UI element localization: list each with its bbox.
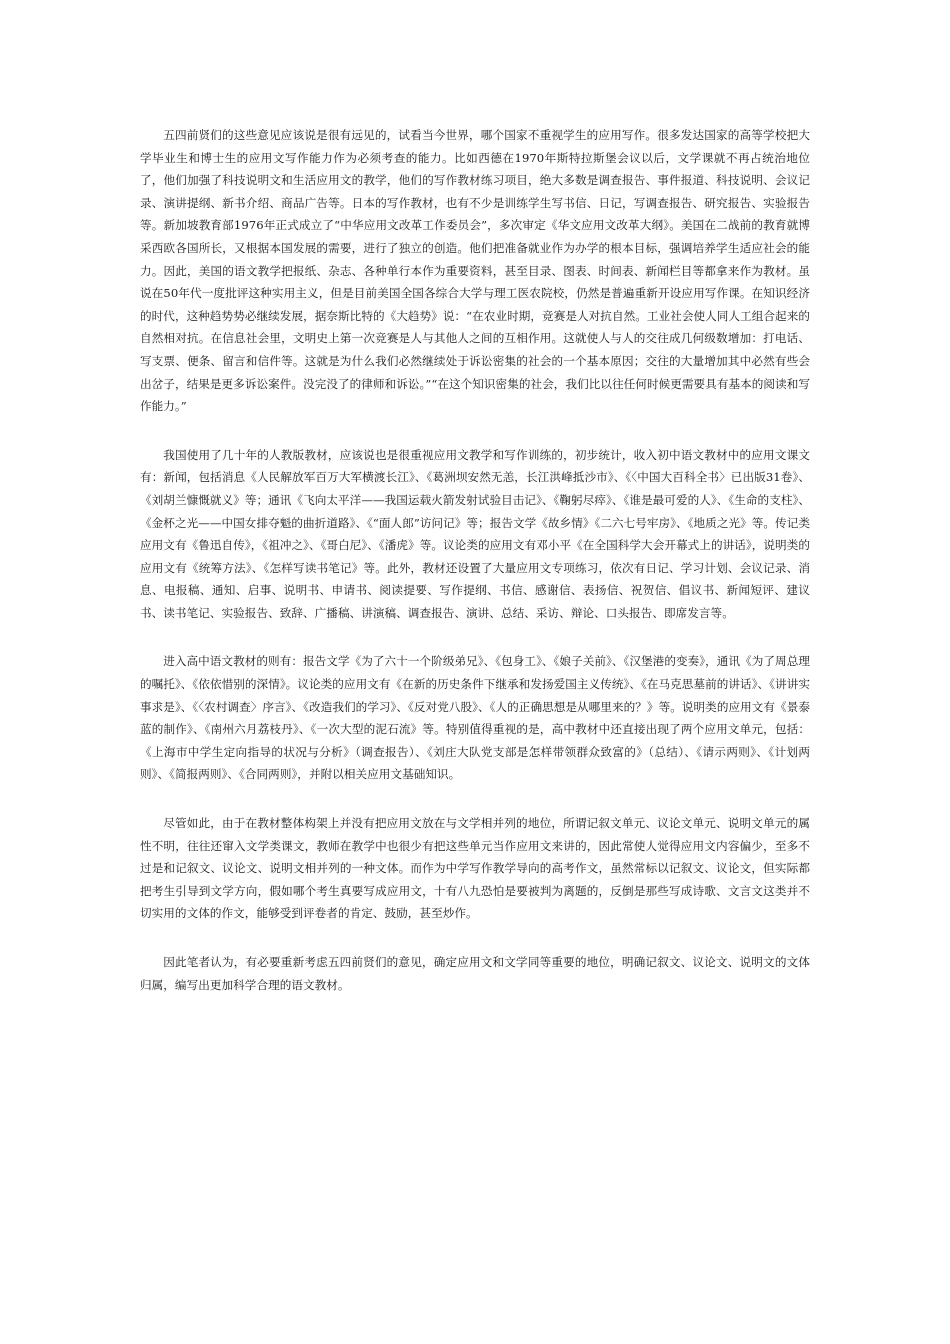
paragraph-3: 进入高中语文教材的则有：报告文学《为了六十一个阶级弟兄》、《包身工》、《娘子关前》、《汉堡港的变奏》，通讯《为了周总理的嘱托》、《依依惜别的深情》。议论类的应用文有《在新的历史条件下继承和发扬爱国主义传统》、《在马克思墓前的讲话》、《讲讲实事求是》、《〈农村调查〉序言》、《改造我们的学习》、《反对党八股》、《人的正确思想是从哪里来的？》等。说明类的应用文有《景泰蓝的制作》、《南州六月荔枝丹》、《一次大型的泥石流》等。特别值得重视的是，高中教材中还直接出现了两个应用文单元，包括：《上海市中学生定向指导的状况与分析》（调查报告）、《刘庄大队党支部是怎样带领群众致富的》（总结）、《请示两则》、《计划两则》、《简报两则》、《合同两则》，并附以相关应用文基础知识。 bbox=[140, 654, 810, 782]
paragraph-2: 我国使用了几十年的人教版教材，应该说也是很重视应用文教学和写作训练的，初步统计，收入初中语文教材中的应用文课文有：新闻，包括消息《人民解放军百万大军横渡长江》、《葛洲坝安然无恙，长江洪峰抵沙市》、《〈中国大百科全书〉已出版31卷》、《刘胡兰慷慨就义》等；通讯《飞向太平洋——我国运载火箭发射试验目击记》、《鞠躬尽瘁》、《谁是最可爱的人》、《生命的支柱》、《金杯之光——中国女排夺魁的曲折道路》、《“面人郎”访问记》等；报告文学《故乡情》《二六七号牢房》、《地质之光》等。传记类应用文有《鲁迅自传》，《祖冲之》、《哥白尼》、《潘虎》等。议论类的应用文有邓小平《在全国科学大会开幕式上的讲话》，说明类的应用文有《统筹方法》、《怎样写读书笔记》等。此外，教材还设置了大量应用文专项练习，依次有日记、学习计划、会议记录、消息、电报稿、通知、启事、说明书、申请书、阅读提要、写作提纲、书信、感谢信、表扬信、祝贺信、倡议书、新闻短评、建议书、读书笔记、实验报告、致辞、广播稿、讲演稿、调查报告、演讲、总结、采访、辩论、口头报告、即席发言等。 bbox=[140, 447, 810, 620]
paragraph-1: 五四前贤们的这些意见应该说是很有远见的，试看当今世界，哪个国家不重视学生的应用写作。很多发达国家的高等学校把大学毕业生和博士生的应用文写作能力作为必须考查的能力。比如西德在1970年斯特拉斯堡会议以后，文学课就不再占统治地位了，他们加强了科技说明文和生活应用文的教学，他们的写作教材练习项目，绝大多数是调查报告、事件报道、科技说明、会议记录、演讲提纲、新书介绍、商品广告等。日本的写作教材，也有不少是训练学生写书信、日记，写调查报告、研究报告、实验报告等。新加坡教育部1976年正式成立了“中华应用文改革工作委员会”，多次审定《华文应用文改革大纲》。美国在二战前的教育就博采西欧各国所长，又根据本国发展的需要，进行了独立的创造。他们把准备就业作为办学的根本目标，强调培养学生适应社会的能力。因此，美国的语文教学把报纸、杂志、各种单行本作为重要资料，甚至目录、图表、时间表、新闻栏目等都拿来作为教材。虽说在50年代一度批评这种实用主义，但是目前美国全国各综合大学与理工医农院校，仍然是普遍重新开设应用写作课。在知识经济的时代，这种趋势势必继续发展，据奈斯比特的《大趋势》说：“在农业时期，竞赛是人对抗自然。工业社会使人同人工组合起来的自然相对抗。在信息社会里，文明史上第一次竞赛是人与其他人之间的互相作用。这就使人与人的交往成几何级数增加：打电话、写支票、便条、留言和信件等。这就是为什么我们必然继续处于诉讼密集的社会的一个基本原因；交往的大量增加其中必然有些会出岔子，结果是更多诉讼案件。没完没了的律师和诉讼。”“在这个知识密集的社会，我们比以往任何时候更需要具有基本的阅读和写作能力。” bbox=[140, 128, 810, 414]
document-body bbox=[140, 124, 810, 1022]
paragraph-4: 尽管如此，由于在教材整体构架上并没有把应用文放在与文学相并列的地位，所谓记叙文单元、议论文单元、说明文单元的属性不明，往往还窜入文学类课文，教师在教学中也很少有把这些单元当作应用文来讲的，因此常使人觉得应用文内容偏少，至多不过是和记叙文、议论文、说明文相并列的一种文体。而作为中学写作教学导向的高考作文，虽然常标以记叙文、议论文，但实际都把考生引导到文学方向，假如哪个考生真要写成应用文，十有八九恐怕是要被判为离题的，反倒是那些写成诗歌、文言文这类并不切实用的文体的作文，能够受到评卷者的肯定、鼓励，甚至炒作。 bbox=[140, 816, 810, 921]
paragraph-5: 因此笔者认为，有必要重新考虑五四前贤们的意见，确定应用文和文学同等重要的地位，明确记叙文、议论文、说明文的文体归属，编写出更加科学合理的语文教材。 bbox=[140, 955, 810, 992]
